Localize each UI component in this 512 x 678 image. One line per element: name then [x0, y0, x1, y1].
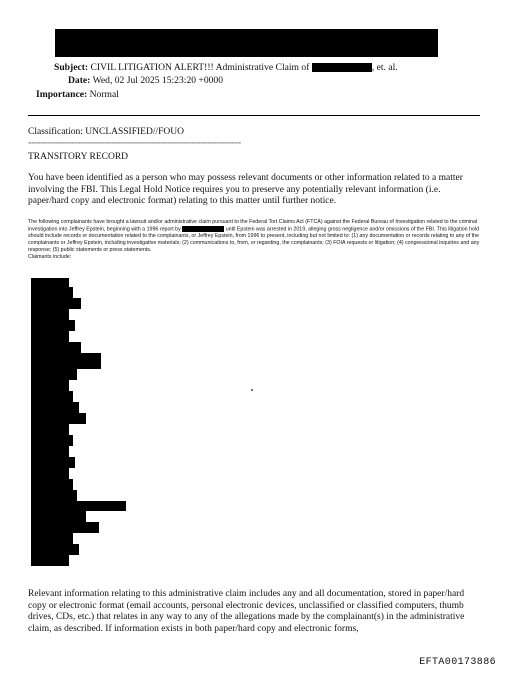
- importance-label: Importance:: [36, 89, 88, 100]
- document-id: EFTA00173886: [419, 657, 496, 668]
- claimant-redaction: [31, 468, 69, 479]
- claimant-redaction: [31, 501, 126, 511]
- importance-line: [36, 89, 119, 101]
- claimant-redaction: [31, 490, 77, 501]
- claimant-redaction: [31, 402, 79, 413]
- claimant-redaction: [31, 380, 69, 391]
- claimant-redaction: [31, 309, 69, 320]
- subject-suffix: , et. al.: [371, 62, 398, 73]
- separator-line: =====================================================================: [28, 141, 241, 147]
- claimant-redaction: [31, 511, 86, 522]
- claimant-redaction: [31, 287, 73, 298]
- claimant-redaction: [31, 413, 86, 424]
- claimant-redaction: [31, 298, 81, 309]
- claimant-redaction: [31, 342, 81, 353]
- date-line: [68, 75, 223, 87]
- subject-name-redaction: [312, 63, 372, 72]
- classification-text: Classification: UNCLASSIFIED//FOUO: [28, 127, 184, 137]
- claimant-redaction: [31, 369, 77, 380]
- subject-label: Subject:: [54, 62, 89, 73]
- closing-paragraph: Relevant information relating to this administrative claim includes any and all documentation, stored in paper/hard copy or electronic format (email accounts, personal electronic devices, unclassified or classified computers, thumb drives, CDs, etc.) that relates in any way to any of the allegations made by the complainant(s) in the administrative claim, as described. If information exists in both paper/hard copy and electronic forms,: [28, 589, 465, 634]
- claimant-redaction: [31, 435, 73, 446]
- claimant-redaction: [31, 533, 73, 544]
- claimant-redaction: [31, 555, 69, 566]
- top-redaction-bar: [55, 29, 438, 57]
- claim-paragraph: [28, 219, 480, 261]
- claim-text-after: until Epstein was arrested in 2019, alleging gross negligence and/or omissions of the FBI. This litigation hold should include records or documentation related to the complainants, or Jeffrey Epstein, from 1996 to present, including but not limited to: (1) any documentation or records relating to any of the complainants or Jeffrey Epstein, including investigative materials; (2) communications to, from, or regarding, the complainants; (3) FOIA requests or litigation; (4) congressional inquiries and any response; (5) public statements or press statements.: [28, 226, 480, 254]
- reporter-name-redaction: [182, 226, 224, 232]
- claimant-redaction: [31, 331, 69, 342]
- claimant-redaction: [31, 446, 69, 457]
- claimant-redaction: [31, 522, 99, 533]
- subject-line: [54, 62, 398, 74]
- stray-mark: [251, 389, 253, 391]
- claimant-redaction: [31, 479, 73, 490]
- record-type: TRANSITORY RECORD: [28, 152, 129, 162]
- claimant-redaction: [31, 353, 101, 369]
- date-value: Wed, 02 Jul 2025 15:23:20 +0000: [92, 75, 224, 86]
- subject-text: CIVIL LITIGATION ALERT!!! Administrative Claim of: [90, 62, 310, 73]
- claim-text-before: The following complainants have brought a lawsuit and/or administrative claim pursuant to the Federal Tort Claims Act (FTCA) against the Federal Bureau of Investigation related to the criminal investigation into Jeffrey Epstein, beginning with a 1996 report by: [28, 219, 478, 233]
- claimant-redaction: [31, 391, 73, 402]
- claimant-redaction: [31, 424, 69, 435]
- date-label: Date:: [68, 75, 91, 86]
- claimant-redaction: [31, 320, 75, 331]
- intro-paragraph: You have been identified as a person who may possess relevant documents or other information related to a matter involving the FBI. This Legal Hold Notice requires you to preserve any potentially relevant information (i.e. paper/hard copy and electronic format) relating to this matter until further notice.: [28, 173, 463, 207]
- claimant-redaction: [31, 457, 75, 468]
- header-divider: [28, 115, 480, 116]
- importance-value: Normal: [89, 89, 119, 100]
- claimants-label: Claimants include:: [28, 253, 72, 260]
- claimant-redaction: [31, 544, 79, 555]
